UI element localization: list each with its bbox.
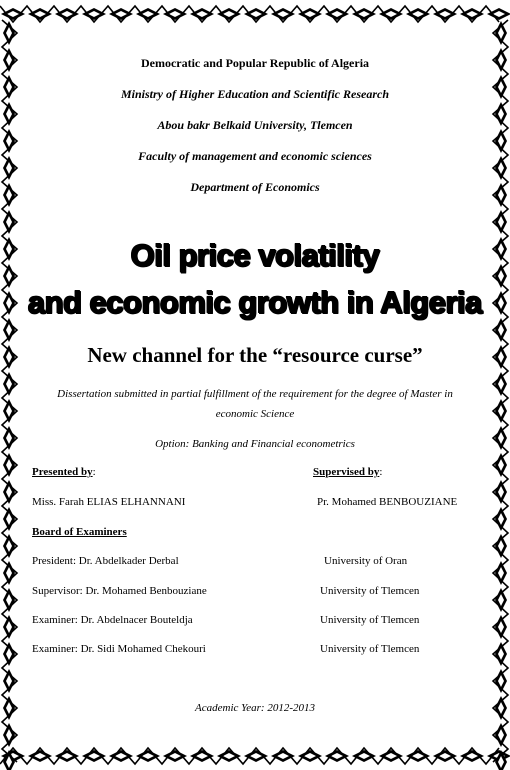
ministry-heading: Ministry of Higher Education and Scientific Research	[120, 87, 390, 101]
republic-heading: Democratic and Popular Republic of Algeria	[140, 56, 370, 70]
supervised-by-label: Supervised by	[313, 466, 380, 478]
supervisor-name: Pr. Mohamed BENBOUZIANE	[317, 496, 458, 508]
dissertation-description-line-2: economic Science	[215, 408, 295, 420]
dissertation-description-line-1: Dissertation submitted in partial fulfillment of the requirement for the degree of Master in	[57, 388, 453, 400]
option-line: Option: Banking and Financial econometrics	[155, 438, 355, 450]
board-member-institution: University of Tlemcen	[320, 585, 420, 597]
board-member-role: Examiner: Dr. Sidi Mohamed Chekouri	[32, 643, 206, 655]
board-member-role: Supervisor: Dr. Mohamed Benbouziane	[32, 585, 207, 597]
presented-by-label: Presented by	[32, 466, 93, 478]
university-heading: Abou bakr Belkaid University, Tlemcen	[157, 118, 353, 132]
board-member-institution: University of Oran	[324, 555, 408, 567]
department-heading: Department of Economics	[190, 180, 320, 194]
student-name: Miss. Farah ELIAS ELHANNANI	[32, 496, 186, 508]
thesis-subtitle: New channel for the “resource curse”	[87, 343, 423, 367]
supervised-by-colon: :	[379, 466, 383, 478]
thesis-title-line-1: Oil price volatility	[130, 238, 380, 273]
supervised-by-heading	[313, 466, 382, 478]
board-member-role: President: Dr. Abdelkader Derbal	[32, 555, 179, 567]
presented-by-heading	[32, 466, 96, 478]
academic-year: Academic Year: 2012-2013	[195, 702, 315, 714]
board-member-institution: University of Tlemcen	[320, 614, 420, 626]
board-of-examiners-heading: Board of Examiners	[32, 526, 127, 538]
presented-by-colon: :	[92, 466, 96, 478]
board-member-institution: University of Tlemcen	[320, 643, 420, 655]
faculty-heading: Faculty of management and economic sciences	[138, 149, 372, 163]
board-member-role: Examiner: Dr. Abdelnacer Bouteldja	[32, 614, 193, 626]
thesis-title-line-2: and economic growth in Algeria	[27, 285, 483, 320]
